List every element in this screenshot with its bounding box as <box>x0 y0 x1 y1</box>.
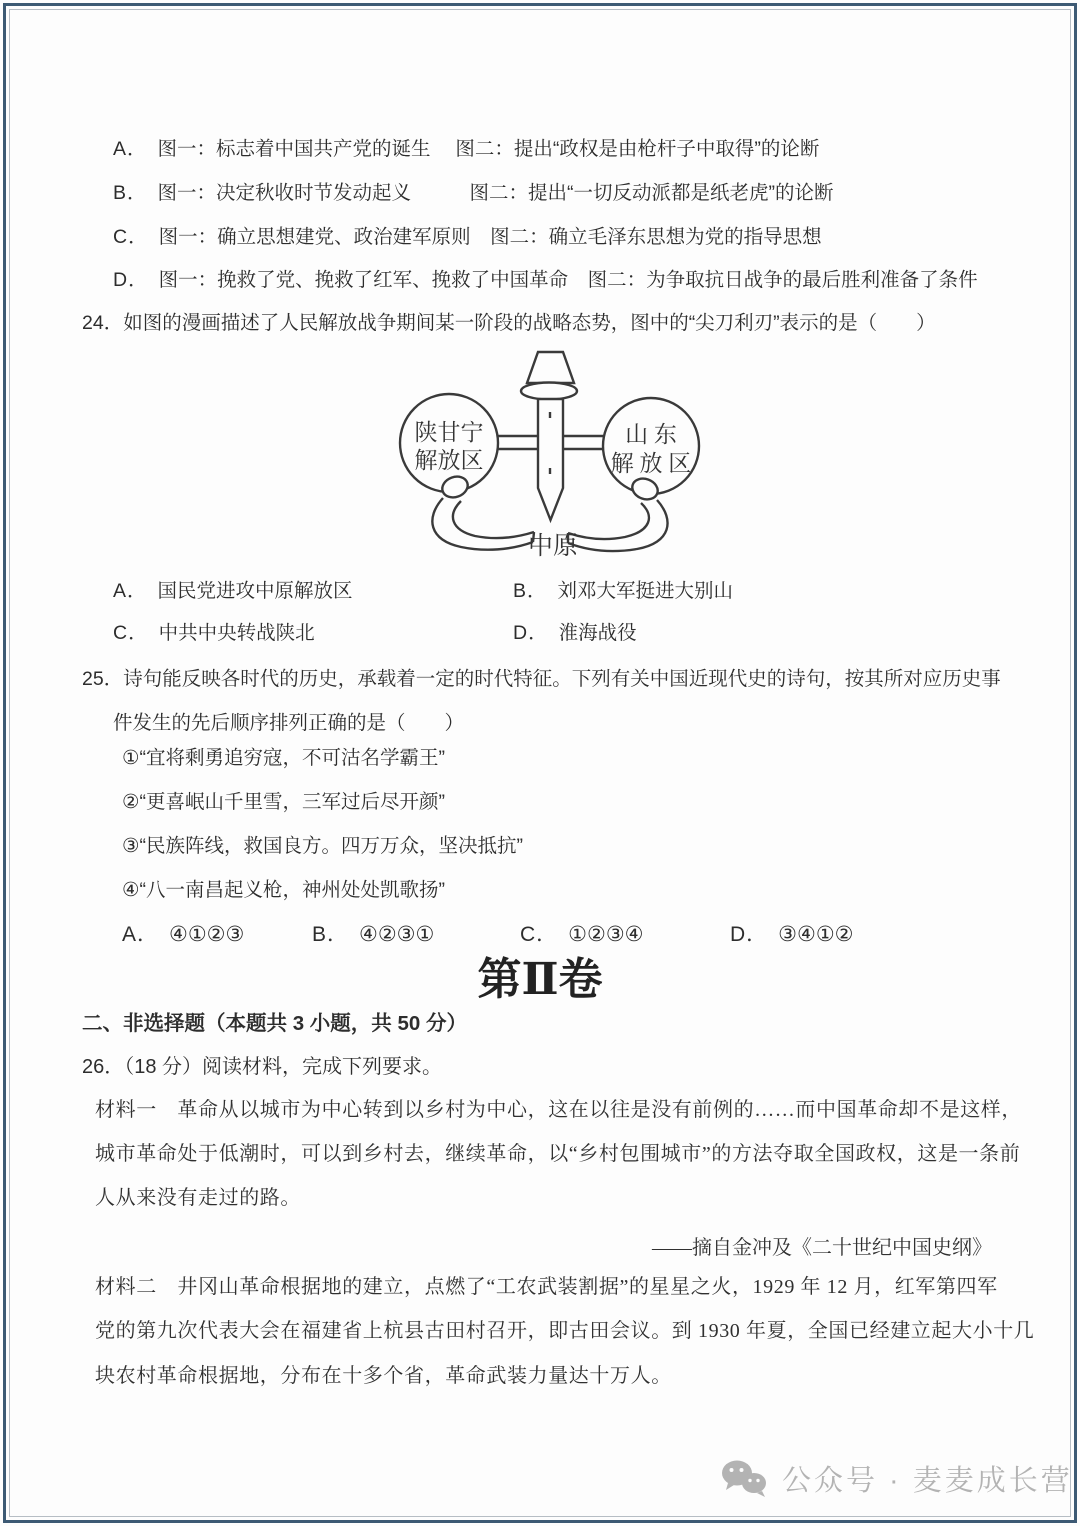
option-text: 国民党进攻中原解放区 <box>157 580 353 602</box>
q23-option-c <box>113 226 822 249</box>
q26-lead: 26．（18 分）阅读材料，完成下列要求。 <box>82 1056 443 1078</box>
option-text: 图一：决定秋收时节发动起义 图二：提出“一切反动派都是纸老虎”的论断 <box>157 182 834 204</box>
option-text: 图一：标志着中国共产党的诞生 图二：提出“政权是由枪杆子中取得”的论断 <box>157 138 820 160</box>
option-key: A． <box>122 923 160 946</box>
material1-line2: 城市革命处于低潮时，可以到乡村去，继续革命，以“乡村包围城市”的方法夺取全国政权，这是一条前 <box>95 1143 1021 1165</box>
q24-stem: 24．如图的漫画描述了人民解放战争期间某一阶段的战略态势，图中的“尖刀利刃”表示的是（ ） <box>82 312 936 334</box>
q25-stem-line2: 件发生的先后顺序排列正确的是（ ） <box>113 712 465 734</box>
q24-option-d <box>513 622 637 645</box>
right-region-label-line1: 山 东 <box>625 422 677 447</box>
option-text: 图一：确立思想建党、政治建军原则 图二：确立毛泽东思想为党的指导思想 <box>158 226 822 248</box>
q25-item-3: ③“民族阵线，救国良方。四万万众，坚决抵抗” <box>122 835 523 857</box>
q25-item-1: ①“宜将剩勇追穷寇，不可沽名学霸王” <box>122 747 445 769</box>
option-text: 刘邓大军挺进大别山 <box>557 580 734 602</box>
right-region-label-line2: 解 放 区 <box>610 451 692 476</box>
material1-line1: 材料一 革命从以城市为中心转到以乡村为中心，这在以往是没有前例的……而中国革命却不是这样， <box>95 1099 1022 1121</box>
left-arm-inner <box>453 501 534 538</box>
q24-option-b <box>513 580 733 603</box>
left-region-label-line1: 陕甘宁 <box>414 420 484 445</box>
option-key: A． <box>113 580 148 602</box>
option-key: B． <box>513 580 548 602</box>
q24-strategy-cartoon <box>383 350 728 565</box>
sword-guard <box>521 383 577 400</box>
option-key: D． <box>730 923 769 946</box>
option-text: 淮海战役 <box>558 622 637 644</box>
material2-line1: 材料二 井冈山革命根据地的建立，点燃了“工农武装割据”的星星之火，1929 年 12 月，红军第四军 <box>95 1276 998 1298</box>
q23-option-b <box>113 182 834 205</box>
q23-option-d <box>113 269 978 292</box>
footer-label: 公众号 · 麦麦成长营 <box>782 1465 1073 1497</box>
option-key: D． <box>113 269 149 291</box>
q24-option-c <box>113 622 315 645</box>
left-region-label-line2: 解放区 <box>414 448 484 473</box>
sword-handle <box>527 352 574 383</box>
q25-item-4: ④“八一南昌起义枪，神州处处凯歌扬” <box>122 879 445 901</box>
option-text: ④②③① <box>359 923 435 946</box>
option-text: ①②③④ <box>568 923 644 946</box>
option-key: C． <box>113 226 149 248</box>
volume-2-title: 第Ⅱ卷 <box>477 955 603 1004</box>
option-text: ④①②③ <box>169 923 245 946</box>
option-text: 中共中央转战陕北 <box>158 622 315 644</box>
option-key: C． <box>520 923 559 946</box>
q24-option-a <box>113 580 353 603</box>
material1-line3: 人从来没有走过的路。 <box>95 1187 301 1209</box>
q23-option-a <box>113 138 819 161</box>
right-arm-inner <box>568 503 649 539</box>
option-key: C． <box>113 622 149 644</box>
option-key: D． <box>513 622 549 644</box>
left-arm-outer <box>432 498 533 550</box>
footer-watermark <box>720 1458 1073 1499</box>
right-arm-outer <box>568 500 668 551</box>
option-text: ③④①② <box>778 923 854 946</box>
q25-stem-line1: 25．诗句能反映各时代的历史，承载着一定的时代特征。下列有关中国近现代史的诗句，按其所对应历史事 <box>82 668 1001 690</box>
material1-source: ——摘自金冲及《二十世纪中国史纲》 <box>652 1237 992 1259</box>
option-text: 图一：挽救了党、挽救了红军、挽救了中国革命 图二：为争取抗日战争的最后胜利准备了条件 <box>158 269 978 291</box>
section-2-heading: 二、非选择题（本题共 3 小题，共 50 分） <box>82 1012 467 1035</box>
option-key: A． <box>113 138 148 160</box>
material2-line2: 党的第九次代表大会在福建省上杭县古田村召开，即古田会议。到 1930 年夏，全国已经建立起大小十几 <box>95 1320 1035 1342</box>
wechat-icon <box>720 1459 770 1499</box>
material2-line3: 块农村革命根据地，分布在十多个省，革命武装力量达十万人。 <box>95 1365 672 1387</box>
central-plains-label: 中原 <box>527 533 579 560</box>
option-key: B． <box>312 923 350 946</box>
q25-item-2: ②“更喜岷山千里雪，三军过后尽开颜” <box>122 791 445 813</box>
option-key: B． <box>113 182 148 204</box>
